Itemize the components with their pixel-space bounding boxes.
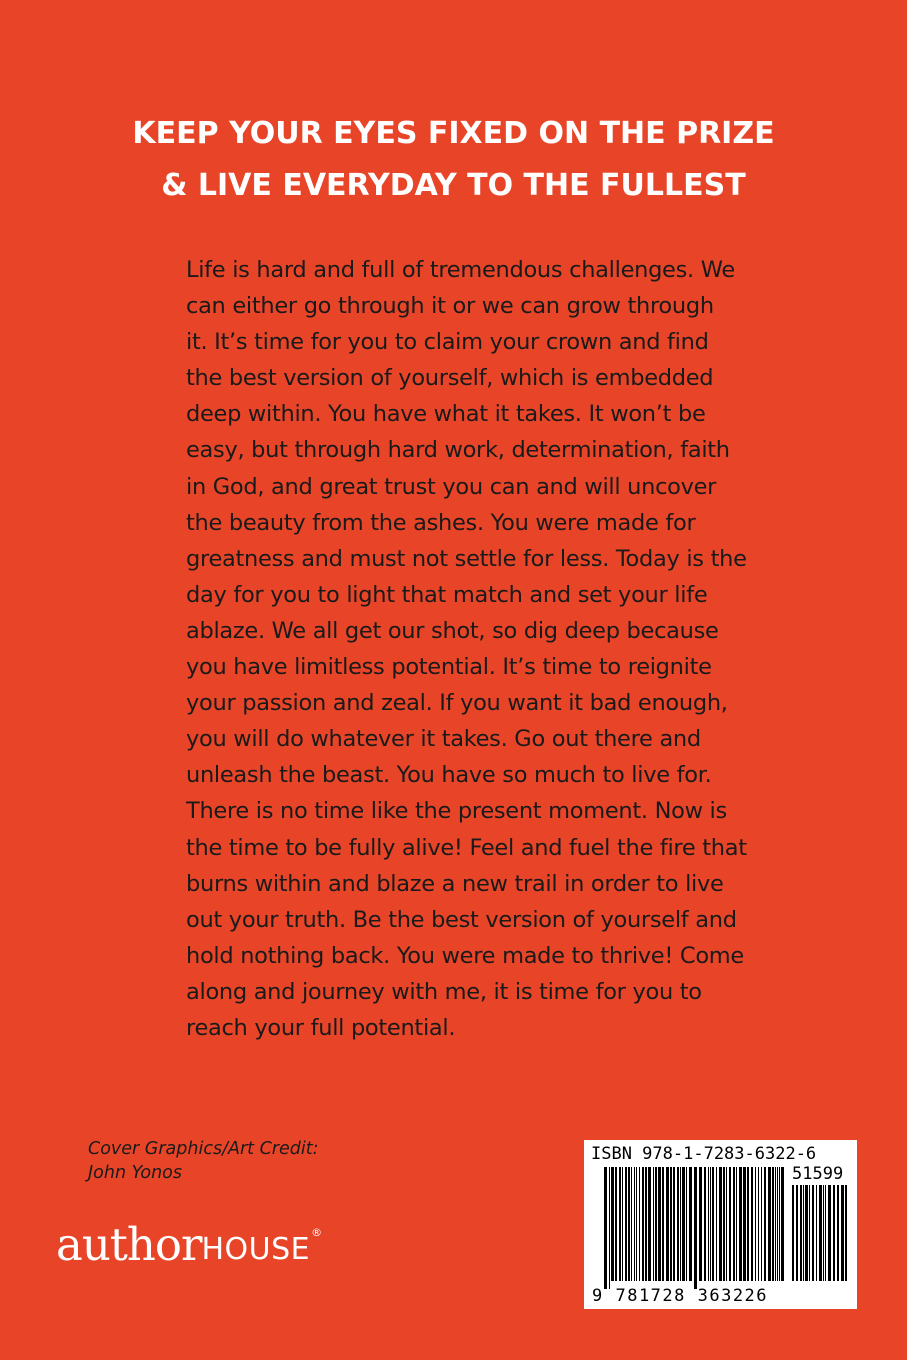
barcode-bar (716, 1167, 717, 1281)
barcode-bar (726, 1167, 727, 1281)
isbn-barcode (584, 1140, 857, 1309)
headline-line-2: & LIVE EVERYDAY TO THE FULLEST (161, 168, 746, 203)
barcode-bar (809, 1185, 810, 1281)
barcode-bar (758, 1167, 759, 1281)
blurb-line: greatness and must not settle for less. Today is the (186, 545, 747, 572)
blurb-line: the beauty from the ashes. You were made for (186, 509, 696, 536)
barcode-bar (845, 1185, 847, 1281)
isbn-number: ISBN 978-1-7283-6322-6 (591, 1144, 817, 1164)
barcode-bar (708, 1167, 709, 1281)
barcode-bar (803, 1185, 804, 1281)
barcode-bar (604, 1167, 607, 1289)
barcode-bar (622, 1167, 623, 1281)
barcode-bar (658, 1167, 661, 1281)
blurb-line: reach your full potential. (186, 1014, 456, 1041)
art-credit-name: John Yonos (88, 1163, 183, 1183)
blurb-line: ablaze. We all get our shot, so dig deep because (186, 617, 719, 644)
barcode-bar (639, 1167, 640, 1281)
barcode-bar (648, 1167, 651, 1281)
barcode-bar (712, 1167, 714, 1281)
barcode-bar (611, 1167, 614, 1281)
barcode-bar (625, 1167, 627, 1281)
blurb-line: you have limitless potential. It’s time to reignite (186, 654, 712, 681)
barcode-bar (680, 1167, 681, 1281)
barcode-bar (677, 1167, 679, 1281)
barcode-bar (739, 1167, 742, 1281)
registered-mark: ® (311, 1226, 323, 1239)
barcode-bar (719, 1167, 722, 1281)
barcode-bar (670, 1167, 672, 1281)
barcode-bar (636, 1167, 637, 1281)
blurb-line: in God, and great trust you can and will uncover (186, 473, 717, 500)
barcode-bar (645, 1167, 647, 1281)
blurb-line: hold nothing back. You were made to thrive! Come (186, 942, 744, 969)
barcode-bar (777, 1167, 778, 1281)
barcode-bar (710, 1167, 711, 1281)
barcode-bar (819, 1185, 822, 1281)
barcode-bar (812, 1185, 814, 1281)
barcode-bar (694, 1167, 697, 1289)
barcode-bar (837, 1185, 839, 1281)
blurb-line: you will do whatever it takes. Go out there and (186, 726, 701, 753)
barcode-bar (841, 1185, 844, 1281)
barcode-bar (800, 1185, 802, 1281)
barcode-bar (615, 1167, 617, 1281)
barcode-bar (755, 1167, 756, 1281)
barcode-bar (792, 1185, 794, 1281)
barcode-bar (729, 1167, 731, 1281)
barcode-bar (761, 1167, 762, 1281)
barcode-bar (736, 1167, 737, 1281)
blurb-line: There is no time like the present moment. Now is (186, 798, 727, 825)
blurb-line: easy, but through hard work, determination, faith (186, 437, 730, 464)
art-credit-label: Cover Graphics/Art Credit: (88, 1139, 319, 1159)
blurb-line: Life is hard and full of tremendous challenges. We (186, 257, 735, 283)
barcode-bar (642, 1167, 644, 1281)
barcode-bar (619, 1167, 621, 1281)
publisher-logo-author: author (56, 1218, 202, 1271)
barcode-bar (779, 1167, 780, 1281)
barcode-bar (743, 1167, 746, 1281)
barcode-bar (686, 1167, 687, 1281)
barcode-bar (699, 1167, 702, 1281)
back-cover-blurb (186, 252, 747, 1046)
barcode-bar (631, 1167, 632, 1281)
barcode-bar (653, 1167, 654, 1281)
barcode-bar (823, 1185, 824, 1281)
blurb-line: the best version of yourself, which is embedded (186, 365, 714, 392)
blurb-line: deep within. You have what it takes. It won’t be (186, 401, 706, 428)
barcode-bar (733, 1167, 735, 1281)
blurb-line: it. It’s time for you to claim your crown and find (186, 329, 709, 356)
barcode-bar (673, 1167, 675, 1281)
addon-barcode-bars (792, 1185, 850, 1289)
blurb-line: out your truth. Be the best version of yourself and (186, 906, 737, 933)
barcode-bar (628, 1167, 630, 1281)
publisher-logo (56, 1218, 323, 1271)
barcode-bar (764, 1167, 766, 1281)
barcode-bar (662, 1167, 664, 1281)
headline-line-1: KEEP YOUR EYES FIXED ON THE PRIZE (132, 116, 775, 151)
barcode-bar (825, 1185, 826, 1281)
barcode-bar (634, 1167, 635, 1281)
ean-number: 9 781728 363226 (592, 1286, 769, 1306)
headline (0, 108, 907, 212)
blurb-line: can either go through it or we can grow through (186, 293, 714, 320)
ean-barcode-bars (604, 1167, 786, 1289)
barcode-bar (704, 1167, 706, 1281)
publisher-logo-house: HOUSE (201, 1232, 311, 1267)
price-addon-code: 51599 (792, 1164, 844, 1184)
barcode-bar (775, 1167, 776, 1281)
blurb-line: unleash the beast. You have so much to live for. (186, 762, 712, 789)
barcode-bar (751, 1167, 753, 1281)
barcode-bar (805, 1185, 808, 1281)
barcode-bar (828, 1185, 831, 1281)
barcode-bar (768, 1167, 771, 1281)
barcode-bar (689, 1167, 692, 1281)
barcode-bar (655, 1167, 657, 1281)
barcode-bar (723, 1167, 725, 1281)
barcode-bar (781, 1167, 784, 1281)
barcode-bar (666, 1167, 669, 1281)
blurb-line: along and journey with me, it is time for you to (186, 978, 702, 1005)
blurb-line: your passion and zeal. If you want it bad enough, (186, 690, 728, 717)
barcode-bar (796, 1185, 798, 1281)
blurb-line: burns within and blaze a new trail in order to live (186, 870, 724, 897)
art-credit (88, 1137, 318, 1185)
barcode-bar (682, 1167, 685, 1281)
blurb-line: day for you to light that match and set your life (186, 581, 708, 608)
barcode-bar (609, 1167, 610, 1289)
blurb-line: the time to be fully alive! Feel and fuel the fire that (186, 834, 747, 861)
barcode-bar (833, 1185, 835, 1281)
barcode-bar (747, 1167, 749, 1281)
barcode-bar (772, 1167, 774, 1281)
barcode-bar (816, 1185, 817, 1281)
